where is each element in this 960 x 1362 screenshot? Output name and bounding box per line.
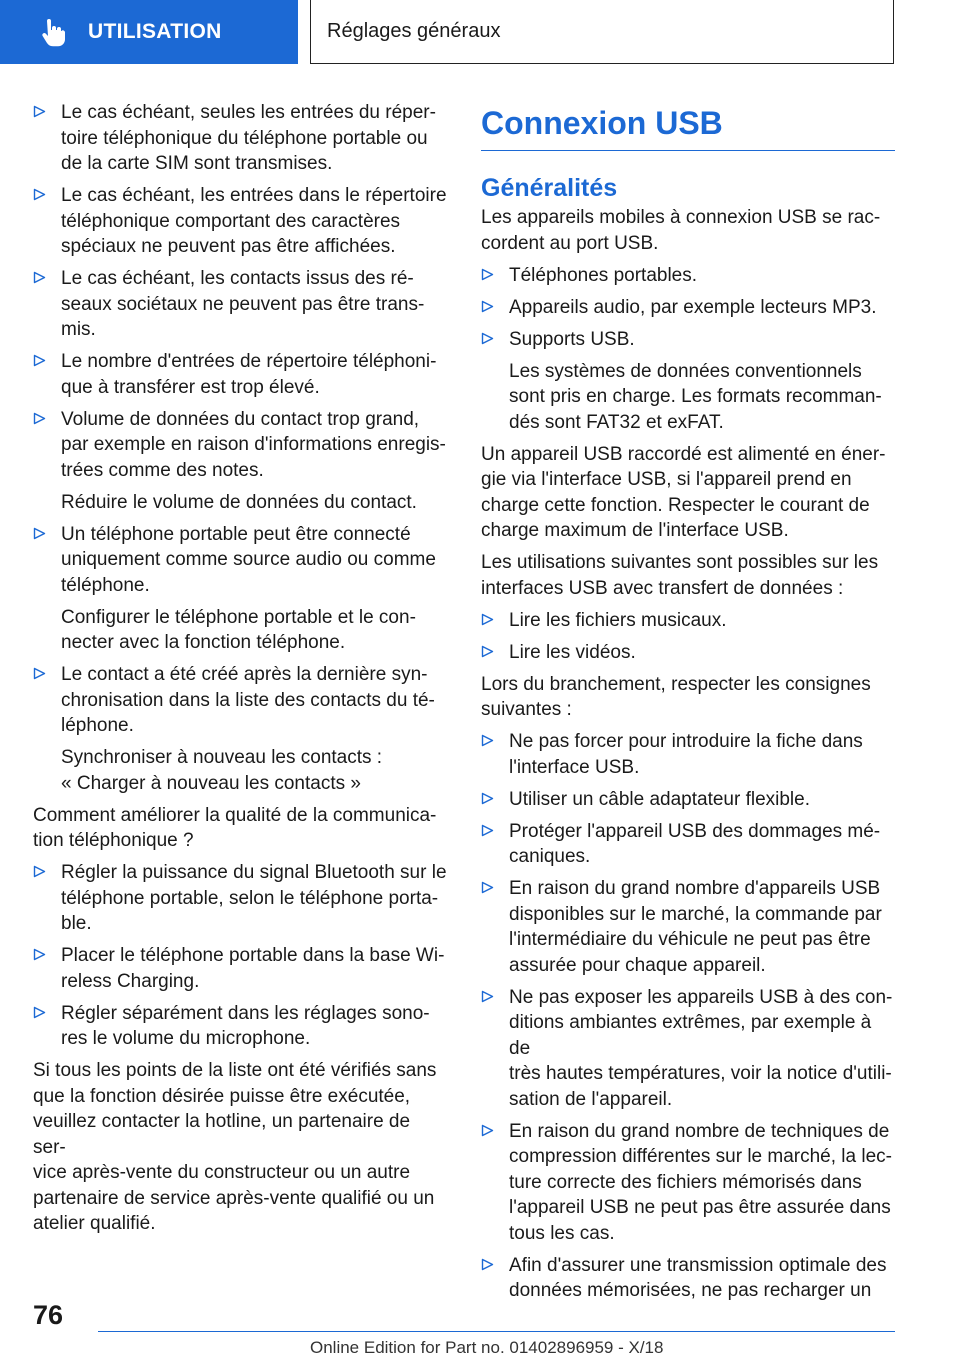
- text-line: Les systèmes de données conventionnels: [509, 360, 862, 382]
- bullet-triangle-icon: [33, 948, 46, 961]
- header-tab-label: UTILISATION: [88, 20, 222, 43]
- text-line: l'appareil USB ne peut pas être assurée dans: [509, 1197, 891, 1218]
- text-line: charge maximum de l'interface USB.: [481, 520, 789, 541]
- text-line: Configurer le téléphone portable et le con-: [61, 606, 416, 628]
- text-line: Lire les vidéos.: [509, 641, 636, 663]
- text-line: chronisation dans la liste des contacts du té-: [61, 689, 435, 711]
- bullet-triangle-icon: [481, 613, 494, 626]
- text-line: Comment améliorer la qualité de la communica-: [33, 804, 437, 826]
- section-title: Réglages généraux: [310, 0, 894, 64]
- text-line: Ne pas forcer pour introduire la fiche dans: [509, 731, 863, 752]
- paragraph: [481, 672, 895, 723]
- text-line: Le cas échéant, les entrées dans le répertoire: [61, 185, 447, 206]
- text-line: Téléphones portables.: [509, 264, 698, 286]
- right-column: [481, 100, 895, 1310]
- text-line: ture correcte des fichiers mémorisés dans: [509, 1171, 862, 1193]
- text-line: dés sont FAT32 et exFAT.: [509, 411, 724, 433]
- text-line: necter avec la fonction téléphone.: [61, 632, 346, 653]
- text-line: spéciaux ne peuvent pas être affichées.: [61, 236, 396, 257]
- text-line: tion téléphonique ?: [33, 830, 194, 851]
- text-line: Supports USB.: [509, 328, 635, 350]
- bullet-triangle-icon: [481, 824, 494, 837]
- bullet-triangle-icon: [33, 1006, 46, 1019]
- paragraph: [481, 442, 895, 544]
- bullet-triangle-icon: [33, 105, 46, 118]
- text-line: Le cas échéant, les contacts issus des ré-: [61, 268, 414, 289]
- text-line: suivantes :: [481, 699, 572, 720]
- list-item: [481, 729, 895, 780]
- text-line: veuillez contacter la hotline, un partenaire de ser-: [33, 1111, 411, 1158]
- text-line: Le nombre d'entrées de répertoire téléphoni-: [61, 351, 437, 372]
- text-line: partenaire de service après-vente qualifié ou un: [33, 1187, 435, 1209]
- list-item: [33, 522, 448, 656]
- bullet-triangle-icon: [33, 188, 46, 201]
- text-line: très hautes températures, voir la notice d'utili-: [509, 1063, 892, 1084]
- list-item: [481, 787, 895, 813]
- list-item: [481, 819, 895, 870]
- text-line: Lire les fichiers musicaux.: [509, 609, 727, 631]
- bullet-triangle-icon: [481, 332, 494, 345]
- page-number: 76: [33, 1300, 64, 1330]
- text-line: Protéger l'appareil USB des dommages mé-: [509, 820, 881, 842]
- list-item: [33, 183, 448, 260]
- text-line: Un téléphone portable peut être connecté: [61, 523, 411, 545]
- text-line: Le cas échéant, seules les entrées du réper-: [61, 102, 436, 123]
- text-line: reless Charging.: [61, 970, 200, 992]
- text-line: vice après-vente du constructeur ou un autre: [33, 1162, 411, 1183]
- list-item-note: [61, 490, 448, 516]
- text-line: que la fonction désirée puisse être exécutée,: [33, 1085, 411, 1107]
- bullet-triangle-icon: [33, 667, 46, 680]
- bullet-triangle-icon: [481, 645, 494, 658]
- list-item: [481, 1119, 895, 1247]
- text-line: res le volume du microphone.: [61, 1028, 311, 1049]
- paragraph: [481, 550, 895, 601]
- text-line: Si tous les points de la liste ont été vérifiés sans: [33, 1060, 437, 1081]
- text-line: charge cette fonction. Respecter le courant de: [481, 494, 870, 516]
- text-line: En raison du grand nombre de techniques de: [509, 1120, 890, 1142]
- bullet-triangle-icon: [33, 354, 46, 367]
- text-line: atelier qualifié.: [33, 1213, 156, 1234]
- text-line: compression différentes sur le marché, la lec-: [509, 1146, 892, 1167]
- text-line: toire téléphonique du téléphone portable ou: [61, 127, 428, 149]
- bullet-triangle-icon: [481, 881, 494, 894]
- text-line: par exemple en raison d'informations enregis-: [61, 434, 446, 455]
- text-line: Appareils audio, par exemple lecteurs MP3.: [509, 296, 877, 318]
- text-line: mis.: [61, 319, 96, 340]
- list-item: [481, 263, 895, 289]
- bullet-triangle-icon: [481, 1124, 494, 1137]
- text-line: sont pris en charge. Les formats recomman-: [509, 386, 882, 407]
- text-line: Réduire le volume de données du contact.: [61, 491, 417, 513]
- bullet-triangle-icon: [33, 527, 46, 540]
- list-item: [33, 266, 448, 343]
- bullet-triangle-icon: [33, 412, 46, 425]
- header-tab: [0, 0, 298, 64]
- footer-rule: [98, 1331, 895, 1332]
- text-line: ble.: [61, 913, 92, 934]
- text-line: trées comme des notes.: [61, 459, 264, 481]
- text-line: que à transférer est trop élevé.: [61, 376, 320, 398]
- text-line: caniques.: [509, 846, 591, 867]
- text-line: léphone.: [61, 715, 134, 736]
- text-line: Afin d'assurer une transmission optimale des: [509, 1254, 887, 1276]
- text-line: Volume de données du contact trop grand,: [61, 408, 420, 430]
- text-line: « Charger à nouveau les contacts »: [61, 772, 361, 794]
- text-line: Régler séparément dans les réglages sono-: [61, 1002, 430, 1024]
- text-line: Le contact a été créé après la dernière syn-: [61, 664, 428, 685]
- text-line: Un appareil USB raccordé est alimenté en éner-: [481, 443, 886, 465]
- list-item: [33, 943, 448, 994]
- text-line: Ne pas exposer les appareils USB à des con-: [509, 986, 893, 1008]
- text-line: assurée pour chaque appareil.: [509, 954, 766, 976]
- list-item: [33, 100, 448, 177]
- text-line: uniquement comme source audio ou comme: [61, 549, 436, 570]
- text-line: téléphone.: [61, 574, 150, 596]
- bullet-triangle-icon: [481, 734, 494, 747]
- list-item: [481, 608, 895, 634]
- text-line: disponibles sur le marché, la commande par: [509, 903, 882, 925]
- bullet-triangle-icon: [481, 1258, 494, 1271]
- list-item: [481, 327, 895, 436]
- list-item: [481, 876, 895, 978]
- text-line: Les appareils mobiles à connexion USB se rac-: [481, 207, 881, 228]
- text-line: seaux sociétaux ne peuvent pas être trans-: [61, 293, 425, 315]
- bullet-triangle-icon: [481, 300, 494, 313]
- text-line: Les utilisations suivantes sont possibles sur les: [481, 552, 879, 573]
- list-item: [33, 662, 448, 796]
- text-line: Synchroniser à nouveau les contacts :: [61, 747, 383, 768]
- text-line: En raison du grand nombre d'appareils USB: [509, 878, 881, 899]
- footer-edition: Online Edition for Part no. 01402896959 - X/18: [310, 1338, 664, 1357]
- bullet-triangle-icon: [481, 990, 494, 1003]
- text-line: téléphone portable, selon le téléphone porta-: [61, 887, 439, 909]
- paragraph: [481, 205, 895, 256]
- list-item: [481, 295, 895, 321]
- list-item-note: [61, 745, 448, 796]
- list-item: [481, 640, 895, 666]
- bullet-triangle-icon: [481, 268, 494, 281]
- list-item-note: [509, 359, 895, 436]
- text-line: interfaces USB avec transfert de données :: [481, 577, 844, 599]
- bullet-triangle-icon: [33, 271, 46, 284]
- text-line: données mémorisées, ne pas recharger un: [509, 1280, 872, 1301]
- subsection-heading: Généralités: [481, 174, 618, 202]
- bullet-triangle-icon: [33, 865, 46, 878]
- left-column: [33, 100, 448, 1243]
- text-line: Lors du branchement, respecter les consignes: [481, 673, 871, 695]
- text-line: l'intermédiaire du véhicule ne peut pas être: [509, 929, 871, 950]
- list-item: [33, 860, 448, 937]
- list-item: [33, 1001, 448, 1052]
- text-line: cordent au port USB.: [481, 232, 659, 254]
- list-item: [481, 985, 895, 1113]
- text-line: téléphonique comportant des caractères: [61, 210, 401, 232]
- text-line: gie via l'interface USB, si l'appareil prend en: [481, 469, 852, 490]
- pointing-hand-icon: [38, 17, 68, 47]
- list-item-note: [61, 605, 448, 656]
- text-line: de la carte SIM sont transmises.: [61, 153, 333, 174]
- text-line: tous les cas.: [509, 1222, 615, 1244]
- text-line: Placer le téléphone portable dans la base Wi-: [61, 945, 445, 966]
- text-line: Régler la puissance du signal Bluetooth sur le: [61, 862, 447, 883]
- list-item: [33, 407, 448, 516]
- bullet-triangle-icon: [481, 792, 494, 805]
- list-item: [481, 1253, 895, 1304]
- section-heading: Connexion USB: [481, 104, 895, 151]
- text-line: ditions ambiantes extrêmes, par exemple à de: [509, 1012, 872, 1059]
- paragraph: [33, 1058, 448, 1237]
- text-line: sation de l'appareil.: [509, 1088, 673, 1110]
- text-line: l'interface USB.: [509, 756, 640, 778]
- list-item: [33, 349, 448, 400]
- paragraph: [33, 803, 448, 854]
- text-line: Utiliser un câble adaptateur flexible.: [509, 788, 811, 810]
